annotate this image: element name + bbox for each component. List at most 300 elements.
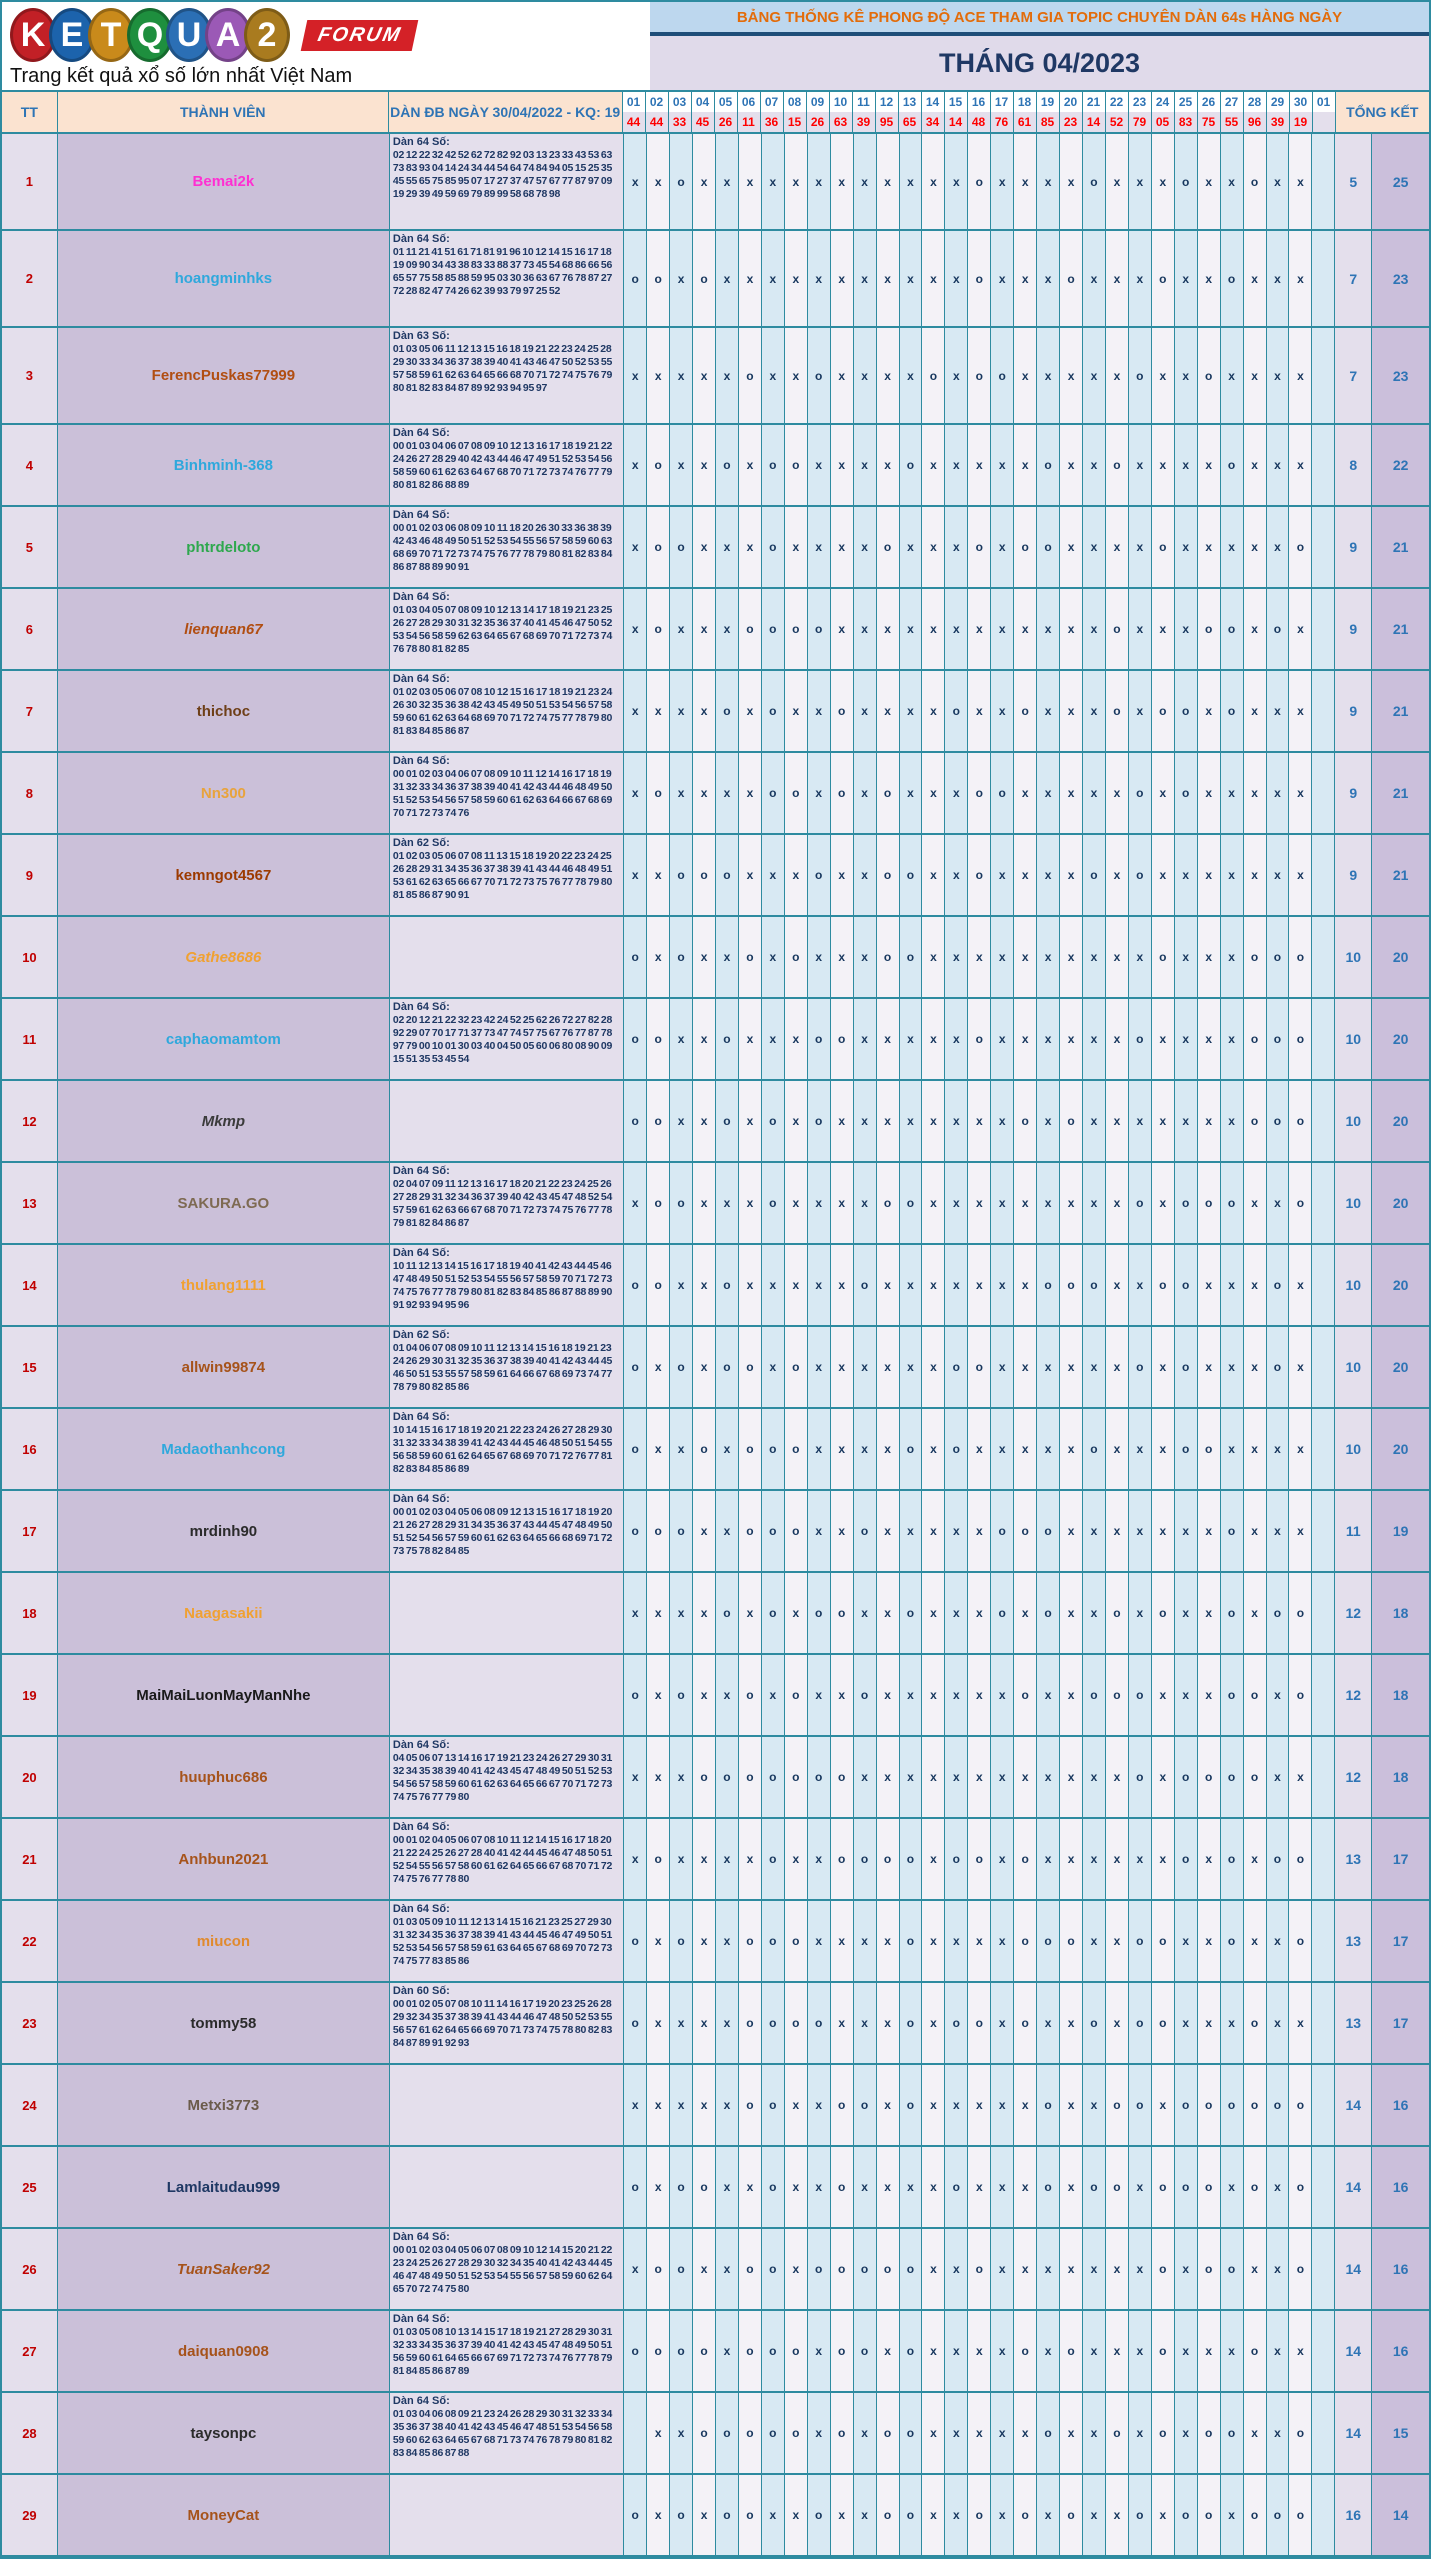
mark-cell: x (968, 1409, 991, 1489)
mark-cell: x (693, 753, 716, 833)
mark-cell: x (922, 1737, 945, 1817)
mark-cell: x (831, 425, 854, 505)
table-row (2, 1245, 1429, 1327)
mark-cell: x (900, 134, 923, 229)
mark-cell: x (1060, 1491, 1083, 1571)
mark-cell: x (922, 671, 945, 751)
mark-cell: x (716, 328, 739, 423)
mark-cell: x (1267, 835, 1290, 915)
mark-cell: o (1267, 1327, 1290, 1407)
mark-cell: x (1267, 328, 1290, 423)
member-name[interactable]: miucon (58, 1901, 390, 1981)
member-name[interactable]: Anhbun2021 (58, 1819, 390, 1899)
mark-cell: x (991, 1245, 1014, 1325)
table-row (2, 507, 1429, 589)
total-x: 15 (1372, 2393, 1429, 2473)
mark-cell: x (968, 1901, 991, 1981)
table-row (2, 1081, 1429, 1163)
mark-cell: x (1267, 134, 1290, 229)
mark-cell: o (1244, 1737, 1267, 1817)
mark-cell: o (900, 2229, 923, 2309)
mark-cell: o (716, 835, 739, 915)
month-title: THÁNG 04/2023 (650, 36, 1429, 90)
table-row (2, 1163, 1429, 1245)
banner-title: BẢNG THỐNG KÊ PHONG ĐỘ ACE THAM GIA TOPIC CHUYÊN DÀN 64s HÀNG NGÀY (650, 2, 1429, 36)
mark-cell: x (716, 134, 739, 229)
mark-cell: o (1221, 2393, 1244, 2473)
mark-cell: o (1152, 2311, 1175, 2391)
mark-cell: x (670, 589, 693, 669)
dan-numbers: 00 01 02 03 04 05 06 07 08 09 10 12 14 15 20 21 22 23 24 25 26 27 28 29 30 32 34 35 40 41 42 43 44 45 46 47 48 49 50 51 52 53 54 55 56 57 58 59 60 62 64 65 70 72 74 75 80 (392, 2244, 613, 2295)
mark-cell: x (1106, 2475, 1129, 2555)
member-name[interactable]: Binhminh-368 (58, 425, 390, 505)
member-name[interactable]: thulang1111 (58, 1245, 390, 1325)
mark-cell: o (1014, 671, 1037, 751)
date-header: 12 (876, 92, 899, 112)
mark-cell: x (1014, 753, 1037, 833)
mark-cell: o (739, 917, 762, 997)
row-number: 28 (2, 2393, 58, 2473)
mark-cell: x (1014, 2147, 1037, 2227)
total-x: 18 (1372, 1655, 1429, 1735)
mark-cell: o (1037, 1245, 1060, 1325)
mark-cell: o (1198, 2147, 1221, 2227)
mark-cell: x (716, 1983, 739, 2063)
mark-cell: x (1106, 999, 1129, 1079)
mark-cell: x (1106, 1491, 1129, 1571)
mark-cell: o (624, 2475, 647, 2555)
mark-cell: x (968, 1573, 991, 1653)
mark-cell: x (647, 1655, 670, 1735)
mark-cell: x (1198, 425, 1221, 505)
mark-cell: o (808, 2475, 831, 2555)
dan-cell (390, 134, 624, 229)
mark-cell: o (900, 2065, 923, 2145)
mark-cell: x (670, 1573, 693, 1653)
row-number: 15 (2, 1327, 58, 1407)
member-name[interactable]: hoangminhks (58, 231, 390, 326)
date-header: 25 (1175, 92, 1198, 112)
total-o: 10 (1335, 1163, 1372, 1243)
mark-cell (1312, 835, 1335, 915)
mark-cell: x (900, 999, 923, 1079)
mark-cell: x (968, 917, 991, 997)
member-name[interactable]: huuphuc686 (58, 1737, 390, 1817)
mark-cell: x (945, 1901, 968, 1981)
mark-cell: o (1037, 2147, 1060, 2227)
mark-cell: x (922, 1983, 945, 2063)
mark-cell: x (1175, 1573, 1198, 1653)
member-name[interactable]: lienquan67 (58, 589, 390, 669)
mark-cell: o (808, 2229, 831, 2309)
mark-cell: x (1267, 1491, 1290, 1571)
mark-cell: o (1175, 2147, 1198, 2227)
mark-cell: o (877, 753, 900, 833)
member-name[interactable]: MoneyCat (58, 2475, 390, 2555)
mark-cell: x (1106, 507, 1129, 587)
mark-cell: x (1083, 231, 1106, 326)
mark-cell: o (1289, 507, 1312, 587)
mark-cell: o (1129, 1655, 1152, 1735)
mark-cell: x (1037, 835, 1060, 915)
mark-cell: x (1289, 1491, 1312, 1571)
mark-cell: x (1037, 1737, 1060, 1817)
mark-cell: x (945, 1573, 968, 1653)
logo-letter: T (88, 8, 134, 62)
date-columns-header (623, 92, 1336, 132)
mark-cell: o (1198, 1409, 1221, 1489)
mark-cell: x (831, 328, 854, 423)
total-x: 21 (1372, 671, 1429, 751)
member-name[interactable]: phtrdeloto (58, 507, 390, 587)
mark-cell: x (1289, 328, 1312, 423)
row-number: 1 (2, 134, 58, 229)
mark-cell: x (1221, 2475, 1244, 2555)
total-x: 20 (1372, 1081, 1429, 1161)
dan-label: Dàn 64 Số: (392, 1739, 450, 1751)
member-name[interactable]: taysonpc (58, 2393, 390, 2473)
mark-cell: o (1289, 1901, 1312, 1981)
mark-cell: x (670, 1409, 693, 1489)
mark-cell: x (831, 917, 854, 997)
mark-cell: o (877, 507, 900, 587)
mark-cell: x (968, 2311, 991, 2391)
mark-cell: o (762, 671, 785, 751)
mark-cell: x (716, 2229, 739, 2309)
mark-cell: o (670, 2475, 693, 2555)
mark-cell: o (762, 1901, 785, 1981)
mark-cell: x (693, 1573, 716, 1653)
mark-cell: x (991, 1737, 1014, 1817)
mark-cell: o (1152, 1901, 1175, 1981)
member-name[interactable]: thichoc (58, 671, 390, 751)
forum-badge: FORUM (301, 20, 419, 51)
mark-cell: o (624, 1983, 647, 2063)
table-row (2, 1983, 1429, 2065)
mark-cell: x (1037, 589, 1060, 669)
mark-cell: o (1037, 1491, 1060, 1571)
mark-cell: x (922, 2147, 945, 2227)
dan-cell (390, 1655, 624, 1735)
mark-cell: x (1289, 2311, 1312, 2391)
mark-cell: o (647, 507, 670, 587)
member-name[interactable]: Madaothanhcong (58, 1409, 390, 1489)
dan-cell (390, 1737, 624, 1817)
mark-cell: x (1221, 1327, 1244, 1407)
dan-numbers: 10 14 15 16 17 18 19 20 21 22 23 24 26 27 28 29 30 31 32 33 34 38 39 41 42 43 44 45 46 48 50 51 54 55 56 58 59 60 61 62 64 65 67 68 69 70 71 72 76 77 81 82 83 84 85 86 89 (392, 1424, 613, 1475)
total-x: 25 (1372, 134, 1429, 229)
mark-cell: x (831, 1491, 854, 1571)
mark-cell: o (877, 917, 900, 997)
mark-cell: x (877, 134, 900, 229)
member-name[interactable]: FerencPuskas77999 (58, 328, 390, 423)
mark-cell: x (693, 328, 716, 423)
mark-cell: x (1037, 2229, 1060, 2309)
mark-cell: o (1244, 134, 1267, 229)
member-name[interactable]: TuanSaker92 (58, 2229, 390, 2309)
mark-cell: x (831, 1409, 854, 1489)
mark-cell: o (762, 1163, 785, 1243)
dan-numbers: 00 01 02 03 04 06 07 08 09 10 11 12 14 16 17 18 19 31 32 33 34 36 37 38 39 40 41 42 43 44 46 48 49 50 51 52 53 54 56 57 58 59 60 61 62 63 64 66 67 68 69 70 71 72 73 74 76 (392, 768, 613, 819)
mark-cell: x (991, 999, 1014, 1079)
mark-cell: o (785, 917, 808, 997)
mark-cell: x (693, 425, 716, 505)
mark-cell: x (968, 2393, 991, 2473)
table-row (2, 134, 1429, 231)
mark-cell: x (693, 999, 716, 1079)
mark-cell: o (670, 1901, 693, 1981)
mark-cell: x (922, 753, 945, 833)
member-name[interactable]: SAKURA.GO (58, 1163, 390, 1243)
mark-cell: x (716, 1163, 739, 1243)
row-number: 23 (2, 1983, 58, 2063)
table-row (2, 2311, 1429, 2393)
mark-cell: o (945, 1983, 968, 2063)
member-name[interactable]: kemngot4567 (58, 835, 390, 915)
mark-cell: o (1152, 917, 1175, 997)
mark-cell: x (1152, 328, 1175, 423)
mark-cell: x (854, 231, 877, 326)
mark-cell: o (1267, 1245, 1290, 1325)
mark-cell: x (1244, 2229, 1267, 2309)
mark-cell: x (945, 2475, 968, 2555)
total-x: 21 (1372, 753, 1429, 833)
mark-cell: x (900, 1655, 923, 1735)
mark-cell: x (1106, 1245, 1129, 1325)
total-o: 9 (1335, 671, 1372, 751)
date-header: 06 (738, 92, 761, 112)
mark-cell: x (1106, 2229, 1129, 2309)
mark-cell: o (693, 2311, 716, 2391)
mark-cell: o (670, 1655, 693, 1735)
mark-cell: x (1152, 1409, 1175, 1489)
mark-cell: x (693, 2229, 716, 2309)
mark-cell: o (1221, 1491, 1244, 1571)
mark-cell: x (1060, 1819, 1083, 1899)
total-o: 14 (1335, 2229, 1372, 2309)
mark-cell: x (1152, 999, 1175, 1079)
mark-cell: x (1152, 1491, 1175, 1571)
mark-cell: x (1037, 1655, 1060, 1735)
mark-cell: x (1267, 1901, 1290, 1981)
mark-cell: x (1221, 1983, 1244, 2063)
row-number: 11 (2, 999, 58, 1079)
mark-cell (1312, 753, 1335, 833)
table-row (2, 1491, 1429, 1573)
mark-cell: x (808, 1901, 831, 1981)
mark-cell: o (762, 753, 785, 833)
total-x: 16 (1372, 2147, 1429, 2227)
member-name[interactable]: Gathe8686 (58, 917, 390, 997)
table-header (2, 90, 1429, 134)
mark-cell: o (900, 1983, 923, 2063)
mark-cell: o (762, 2065, 785, 2145)
mark-cell: x (991, 1327, 1014, 1407)
mark-cell: o (1175, 134, 1198, 229)
member-name[interactable]: MaiMaiLuonMayManNhe (58, 1655, 390, 1735)
mark-cell: o (1198, 2229, 1221, 2309)
total-x: 20 (1372, 1245, 1429, 1325)
mark-cell: x (877, 2065, 900, 2145)
dan-numbers: 01 03 05 08 10 13 14 15 17 18 19 21 27 28 29 30 31 32 33 34 35 36 37 39 40 41 42 43 45 47 48 49 50 51 56 59 60 61 64 65 66 67 69 71 72 73 74 76 77 78 79 81 84 85 86 87 89 (392, 2326, 613, 2377)
mark-cell: o (1037, 425, 1060, 505)
mark-cell: x (877, 1901, 900, 1981)
mark-cell: x (670, 671, 693, 751)
mark-cell: x (968, 1163, 991, 1243)
mark-cell: o (716, 1081, 739, 1161)
mark-cell: o (785, 1327, 808, 1407)
dan-label: Dàn 64 Số: (392, 1411, 450, 1423)
mark-cell: o (1152, 2393, 1175, 2473)
mark-cell (1312, 1983, 1335, 2063)
mark-cell: x (1267, 2147, 1290, 2227)
mark-cell: o (1129, 328, 1152, 423)
mark-cell: x (1244, 835, 1267, 915)
mark-cell: x (1106, 1901, 1129, 1981)
mark-cell: x (1152, 134, 1175, 229)
mark-cell: o (1014, 507, 1037, 587)
date-header: 08 (784, 92, 807, 112)
mark-cell: x (1037, 1081, 1060, 1161)
dan-numbers: 02 20 12 21 22 32 23 42 24 52 25 62 26 72 27 82 28 92 29 07 70 17 71 37 73 47 74 57 75 67 76 77 87 78 97 79 00 10 01 30 03 40 04 50 05 60 06 80 08 90 09 15 51 35 53 45 54 (392, 1014, 613, 1065)
mark-cell: o (1221, 589, 1244, 669)
mark-cell: x (1014, 231, 1037, 326)
mark-cell (1312, 2229, 1335, 2309)
mark-cell: x (624, 671, 647, 751)
mark-cell: o (1244, 1081, 1267, 1161)
mark-cell (1312, 231, 1335, 326)
logo-letter: 2 (244, 8, 290, 62)
mark-cell: x (647, 134, 670, 229)
mark-cell: x (1014, 999, 1037, 1079)
mark-cell: o (624, 1901, 647, 1981)
header-area (650, 2, 1429, 90)
total-x: 21 (1372, 589, 1429, 669)
row-number: 3 (2, 328, 58, 423)
dan-numbers: 10 11 12 13 14 15 16 17 18 19 40 41 42 43 44 45 46 47 48 49 50 51 52 53 54 55 56 57 58 59 70 71 72 73 74 75 76 77 78 79 80 81 82 83 84 85 86 87 88 89 90 91 92 93 94 95 96 (392, 1260, 613, 1311)
mark-cell: x (1221, 753, 1244, 833)
dan-label: Dàn 64 Số: (392, 427, 450, 439)
mark-cell: x (945, 1491, 968, 1571)
total-x: 20 (1372, 999, 1429, 1079)
mark-cell: x (854, 999, 877, 1079)
mark-cell: x (762, 835, 785, 915)
member-name[interactable]: Nn300 (58, 753, 390, 833)
mark-cell: x (1129, 2311, 1152, 2391)
mark-cell: x (1175, 1655, 1198, 1735)
mark-cell: x (1106, 1983, 1129, 2063)
mark-cell: x (922, 1901, 945, 1981)
mark-cell: x (1175, 835, 1198, 915)
mark-cell: o (762, 589, 785, 669)
mark-cell: x (991, 2311, 1014, 2391)
mark-cell: o (1129, 2475, 1152, 2555)
mark-cell: x (1014, 425, 1037, 505)
member-name[interactable]: Lamlaitudau999 (58, 2147, 390, 2227)
row-number: 22 (2, 1901, 58, 1981)
mark-cell: x (647, 1573, 670, 1653)
total-x: 16 (1372, 2229, 1429, 2309)
mark-cell: o (1267, 917, 1290, 997)
member-name[interactable]: daiquan0908 (58, 2311, 390, 2391)
mark-cell: x (693, 134, 716, 229)
mark-cell: x (785, 134, 808, 229)
mark-cell: x (1060, 917, 1083, 997)
mark-cell: x (1221, 1409, 1244, 1489)
mark-cell: x (1060, 999, 1083, 1079)
mark-cell: x (1289, 1737, 1312, 1817)
mark-cell: x (1083, 507, 1106, 587)
mark-cell: o (647, 1163, 670, 1243)
member-name[interactable]: caphaomamtom (58, 999, 390, 1079)
mark-cell: o (647, 753, 670, 833)
mark-cell: x (739, 507, 762, 587)
dan-cell (390, 1245, 624, 1325)
mark-cell: o (968, 231, 991, 326)
mark-cell: o (785, 1737, 808, 1817)
dan-cell (390, 1081, 624, 1161)
mark-cell: o (1060, 2475, 1083, 2555)
mark-cell: x (785, 2229, 808, 2309)
member-name[interactable]: tommy58 (58, 1983, 390, 2063)
logo-letter: Q (127, 8, 173, 62)
mark-cell: x (739, 1573, 762, 1653)
total-x: 16 (1372, 2065, 1429, 2145)
table-row (2, 589, 1429, 671)
member-name[interactable]: Naagasakii (58, 1573, 390, 1653)
dan-numbers: 02 04 07 09 11 12 13 16 17 18 20 21 22 23 24 25 26 27 28 29 31 32 34 36 37 39 40 42 43 45 47 48 52 54 57 59 61 62 63 66 67 68 70 71 72 73 74 75 76 77 78 79 81 82 84 86 87 (392, 1178, 613, 1229)
mark-cell: x (877, 1245, 900, 1325)
mark-cell: x (785, 671, 808, 751)
mark-cell: x (693, 1983, 716, 2063)
mark-cell: x (1060, 671, 1083, 751)
dan-cell (390, 1819, 624, 1899)
mark-cell: x (1060, 134, 1083, 229)
mark-cell: x (647, 2393, 670, 2473)
mark-cell: o (1175, 671, 1198, 751)
row-number: 24 (2, 2065, 58, 2145)
member-name[interactable]: Mkmp (58, 1081, 390, 1161)
mark-cell: o (1152, 1573, 1175, 1653)
total-o: 12 (1335, 1737, 1372, 1817)
mark-cell: x (877, 999, 900, 1079)
mark-cell: x (1175, 425, 1198, 505)
table-row (2, 2475, 1429, 2557)
mark-cell: o (1221, 2065, 1244, 2145)
mark-cell: x (900, 671, 923, 751)
date-header: 29 (1267, 92, 1290, 112)
mark-cell (1312, 1081, 1335, 1161)
member-name[interactable]: Metxi3773 (58, 2065, 390, 2145)
mark-cell: x (991, 917, 1014, 997)
mark-cell: o (762, 1737, 785, 1817)
date-result: 61 (1014, 112, 1037, 132)
mark-cell: x (854, 917, 877, 997)
mark-cell: x (1083, 589, 1106, 669)
member-name[interactable]: Bemai2k (58, 134, 390, 229)
mark-cell: x (945, 1655, 968, 1735)
mark-cell: o (670, 134, 693, 229)
member-name[interactable]: mrdinh90 (58, 1491, 390, 1571)
table-row (2, 1737, 1429, 1819)
mark-cell: o (647, 1081, 670, 1161)
mark-cell: o (624, 2147, 647, 2227)
date-result: 34 (922, 112, 945, 132)
mark-cell: x (785, 2475, 808, 2555)
member-name[interactable]: allwin99874 (58, 1327, 390, 1407)
mark-cell: o (1152, 671, 1175, 751)
total-o: 9 (1335, 507, 1372, 587)
